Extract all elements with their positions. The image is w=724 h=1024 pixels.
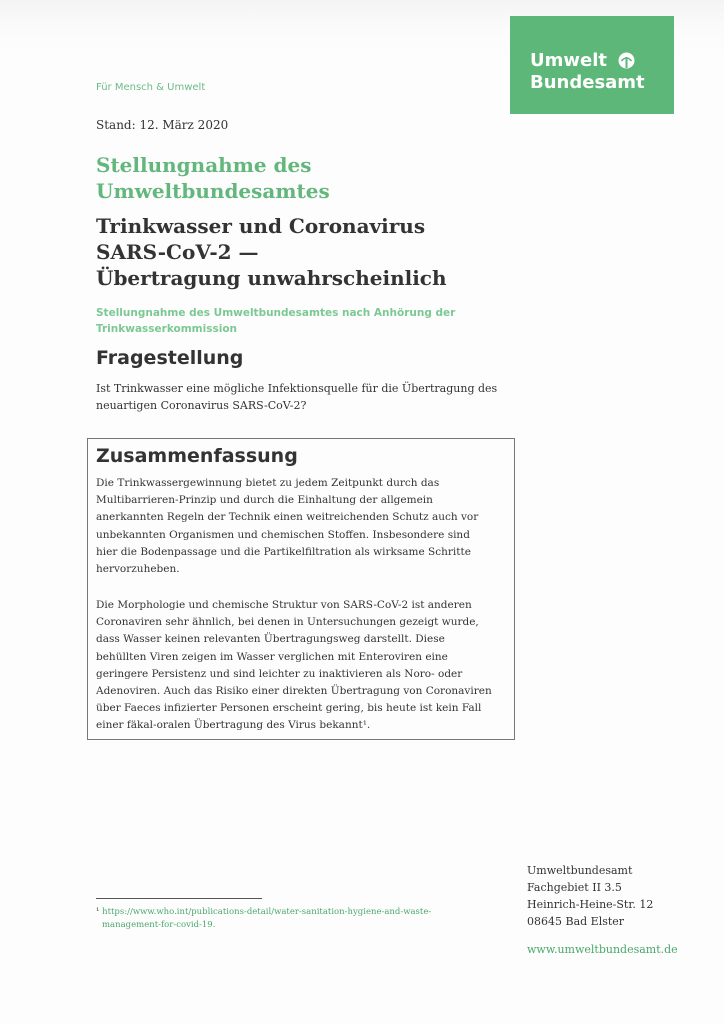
fragestellung-heading: Fragestellung <box>96 347 244 369</box>
summary-line: unbekannten Organismen und chemischen Stoffen. Insbesondere sind <box>96 528 470 541</box>
address-line: Umweltbundesamt <box>527 864 633 877</box>
date-stand: Stand: 12. März 2020 <box>96 118 229 132</box>
address-line: Fachgebiet II 3.5 <box>527 881 622 894</box>
summary-line: einer fäkal-oralen Übertragung des Virus bekannt¹. <box>96 719 371 732</box>
summary-line: über Faeces infizierter Personen erscheint gering, bis heute ist kein Fall <box>96 702 482 715</box>
summary-line: dass Wasser keinen relevanten Übertragungsweg darstellt. Diese <box>96 633 445 646</box>
page-title <box>96 213 516 291</box>
subtitle-line: Trinkwasserkommission <box>96 323 238 335</box>
summary-box <box>87 438 515 740</box>
page-title-line: Übertragung unwahrscheinlich <box>96 266 447 290</box>
subtitle <box>96 305 496 337</box>
summary-heading: Zusammenfassung <box>96 445 298 467</box>
title-green <box>96 152 516 204</box>
summary-line: behüllten Viren zeigen im Wasser verglichen mit Enteroviren eine <box>96 650 448 663</box>
uba-logo <box>510 16 674 114</box>
logo-line-bundesamt: Bundesamt <box>530 72 645 93</box>
summary-paragraph-1 <box>96 475 508 578</box>
summary-line: Multibarrieren-Prinzip und durch die Einhaltung der allgemein <box>96 494 433 507</box>
summary-line: Coronaviren sehr ähnlich, bei denen in Untersuchungen gezeigt wurde, <box>96 616 479 629</box>
fragestellung-text <box>96 380 516 414</box>
logo-line-umwelt: Umwelt <box>530 50 607 71</box>
footnote-link[interactable]: https://www.who.int/publications-detail/water-sanitation-hygiene-and-waste- <box>102 907 432 917</box>
address-line: Heinrich-Heine-Str. 12 <box>527 898 654 911</box>
footnote-marker: ¹ <box>96 907 100 917</box>
summary-line: Adenoviren. Auch das Risiko einer direkten Übertragung von Coronaviren <box>96 685 492 698</box>
tagline: Für Mensch & Umwelt <box>96 82 206 93</box>
summary-line: Die Trinkwassergewinnung bietet zu jedem Zeitpunkt durch das <box>96 477 440 489</box>
tree-icon <box>618 52 635 69</box>
summary-line: Die Morphologie und chemische Struktur von SARS-CoV-2 ist anderen <box>96 599 472 611</box>
fragestellung-line: Ist Trinkwasser eine mögliche Infektionsquelle für die Übertragung des <box>96 382 498 395</box>
footnote <box>96 906 476 932</box>
summary-line: anerkannten Regeln der Technik einen weitreichenden Schutz auch vor <box>96 511 479 524</box>
footnote-link-continued[interactable]: management-for-covid-19. <box>102 920 216 930</box>
website-link[interactable]: www.umweltbundesamt.de <box>527 943 678 956</box>
title-green-line: Umweltbundesamtes <box>96 179 330 203</box>
address-line: 08645 Bad Elster <box>527 915 625 928</box>
fragestellung-line: neuartigen Coronavirus SARS-CoV-2? <box>96 399 307 412</box>
footnote-divider <box>96 898 262 899</box>
summary-line: geringere Persistenz und sind leichter zu inaktivieren als Noro- oder <box>96 667 463 680</box>
title-green-line: Stellungnahme des <box>96 153 312 177</box>
summary-paragraph-2 <box>96 597 508 735</box>
summary-line: hervorzuheben. <box>96 563 180 576</box>
page-title-line: Trinkwasser und Coronavirus <box>96 214 426 238</box>
page-title-line: SARS-CoV-2 — <box>96 240 259 264</box>
subtitle-line: Stellungnahme des Umweltbundesamtes nach Anhörung der <box>96 307 456 319</box>
summary-line: hier die Bodenpassage und die Partikelfiltration als wirksame Schritte <box>96 545 471 558</box>
address-block <box>527 862 653 930</box>
